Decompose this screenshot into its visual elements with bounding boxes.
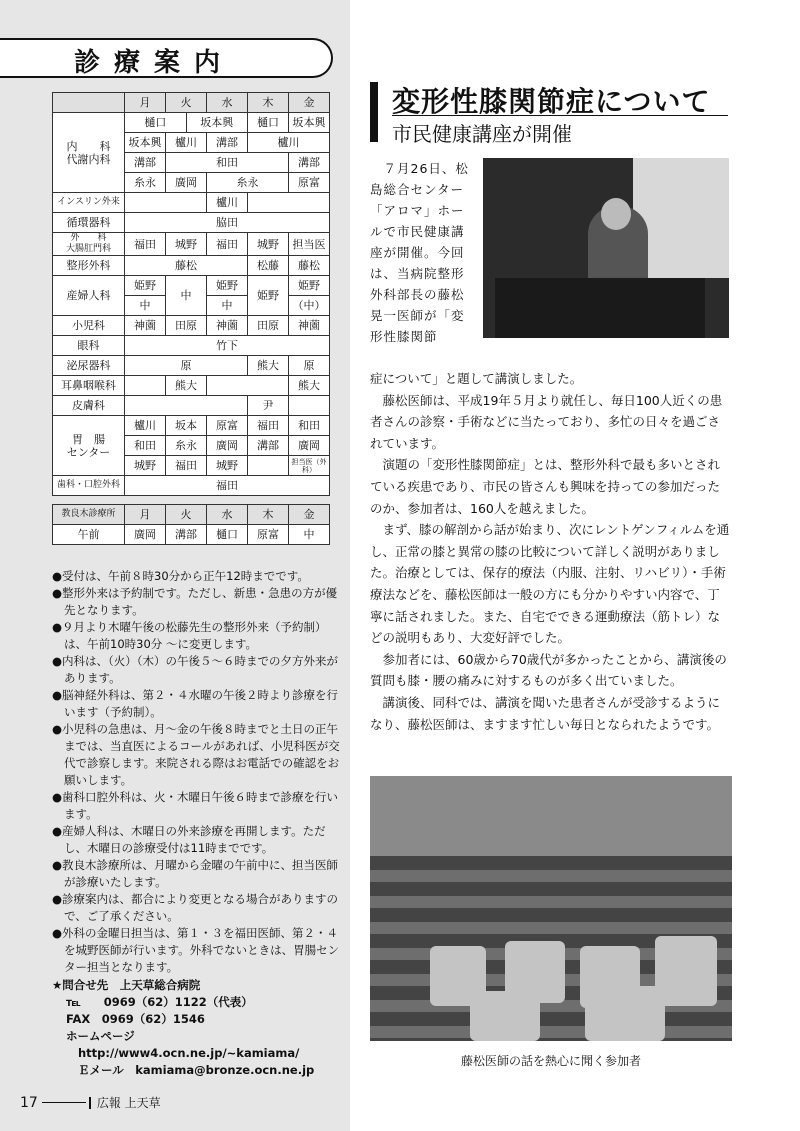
note-item: ●整形外来は予約制です。ただし、新患・急患の方が優先となります。: [52, 586, 338, 617]
photo-podium: [495, 278, 705, 338]
day-header: 水: [207, 93, 248, 113]
note-item: ●脳神経外科は、第２・４水曜の午後２時より診療を行います（予約制）。: [52, 688, 339, 719]
note-item: ●内科は、（火）（木）の午後５～６時までの夕方外来があります。: [52, 654, 339, 685]
table-cell: 姫野: [207, 276, 248, 296]
notes-list: [52, 568, 342, 1079]
table-cell: （中）: [289, 296, 330, 316]
table-cell: 藤松: [289, 256, 330, 276]
table-row: [53, 316, 330, 336]
table-cell: 原: [289, 356, 330, 376]
kyora-table: [52, 504, 330, 545]
article-paragraph: 藤松医師は、平成19年５月より就任し、毎日100人近くの患者さんの診察・手術などに当たっており、多忙の日々を過ごされています。: [370, 392, 723, 451]
article-paragraph: まず、膝の解剖から話が始まり、次にレントゲンフィルムを通し、正常の膝と異常の膝の比較について詳しく説明がありました。治療としては、保存的療法（内服、注射、リハビリ）・手術療法などを、藤松医師は一般の方にも分かりやすい内容で、丁寧に話されました。また、自宅でできる運動療法（筋トレ）などの説明もあり、大変好評でした。: [370, 522, 730, 646]
table-cell: 城野: [125, 456, 166, 476]
dept-geka: 外 科 大腸肛門科: [53, 233, 125, 256]
article-paragraph: 演題の「変形性膝関節症」とは、整形外科で最も多いとされている疾患であり、市民の皆さんも興味を持っての参加だったのか、参加者は、160人を越えました。: [370, 457, 721, 516]
article-paragraph: 講演後、同科では、講演を聞いた患者さんが受診するようになり、藤松医師は、ますます忙しい毎日となられたようです。: [370, 694, 721, 732]
table-cell: 溝部: [248, 436, 289, 456]
table-cell: [248, 456, 289, 476]
table-cell: 神薗: [289, 316, 330, 336]
table-cell: 熊大: [289, 376, 330, 396]
table-row: [53, 256, 330, 276]
note-item: ●教良木診療所は、月曜から金曜の午前中に、担当医師が診療いたします。: [52, 858, 339, 889]
table-cell: 坂本興: [186, 113, 248, 133]
photo-seat: [470, 991, 540, 1041]
table-cell: 担当医: [289, 233, 330, 256]
note-item: ●産婦人科は、木曜日の外来診療を再開します。ただし、木曜日の診療受付は11時までです。: [52, 824, 326, 855]
table-cell: 姫野: [289, 276, 330, 296]
dept-junkan: 循環器科: [53, 213, 125, 233]
table-cell: 熊大: [166, 376, 207, 396]
table-cell: 担当医（外科）: [289, 456, 330, 476]
dept-hinyo: 泌尿器科: [53, 356, 125, 376]
table-row: [53, 416, 330, 436]
table-cell: 樋口: [248, 113, 289, 133]
photo-seat: [585, 986, 665, 1041]
footer-rule: [42, 1102, 86, 1103]
table-cell: 原: [125, 356, 248, 376]
table-cell: 廣岡: [125, 525, 166, 545]
table-cell: 原富: [289, 173, 330, 193]
table-row: [53, 356, 330, 376]
dept-sanfu: 産婦人科: [53, 276, 125, 316]
table-cell: 溝部: [289, 153, 330, 173]
dept-seikei: 整形外科: [53, 256, 125, 276]
table-cell: 糸永: [125, 173, 166, 193]
table-cell: 午前: [53, 525, 125, 545]
article-title: 変形性膝関節症について: [392, 85, 711, 118]
section-header: [0, 38, 333, 78]
schedule-table: [52, 92, 330, 496]
day-header: 月: [125, 505, 166, 525]
day-header: 金: [289, 505, 330, 525]
dept-ganka: 眼科: [53, 336, 125, 356]
schedule: [52, 92, 330, 545]
note-item: ●外科の金曜日担当は、第１・３を福田医師、第２・４を城野医師が行います。外科でないときは、胃腸センター担当となります。: [52, 926, 340, 974]
table-cell: 溝部: [125, 153, 166, 173]
table-cell: 中: [125, 296, 166, 316]
table-cell: 糸永: [207, 173, 289, 193]
table-cell: 福田: [166, 456, 207, 476]
dept-naika: 内 科 代謝内科: [53, 113, 125, 193]
table-cell: 福田: [125, 476, 330, 496]
table-cell: 姫野: [125, 276, 166, 296]
title-rule: [392, 115, 728, 116]
photo-caption: 藤松医師の話を熱心に聞く参加者: [460, 1054, 641, 1068]
table-cell: 城野: [248, 233, 289, 256]
table-cell: 樋口: [125, 113, 187, 133]
table-cell: 城野: [166, 233, 207, 256]
table-cell: 中: [207, 296, 248, 316]
article-paragraph: 参加者には、60歳から70歳代が多かったことから、講演後の質問も膝・腰の痛みに対するものが多く出ていました。: [370, 651, 727, 689]
table-row: [53, 336, 330, 356]
table-row: [53, 213, 330, 233]
table-row: [53, 93, 330, 113]
contact-email[interactable]: Ｅメール kamiama@bronze.ocn.ne.jp: [78, 1063, 315, 1077]
contact-label: ★問合せ先 上天草総合病院: [52, 978, 201, 992]
day-header: 水: [207, 505, 248, 525]
article-body: [370, 368, 732, 735]
table-cell: 脇田: [125, 213, 330, 233]
table-cell: 和田: [166, 153, 289, 173]
footer-tick: [89, 1097, 91, 1109]
table-row: [53, 396, 330, 416]
table-cell: 中: [166, 276, 207, 316]
dept-shika: 歯科・口腔外科: [53, 476, 125, 496]
note-item: ●受付は、午前８時30分から正午12時までです。: [52, 569, 309, 583]
contact-fax: FAX 0969（62）1546: [66, 1012, 205, 1026]
dept-insulin: インスリン外来: [53, 193, 125, 213]
table-cell: 和田: [289, 416, 330, 436]
dept-ichou: 胃 腸 センター: [53, 416, 125, 476]
table-cell: 櫨川: [125, 416, 166, 436]
table-cell: 糸永: [166, 436, 207, 456]
table-cell: 樋口: [207, 525, 248, 545]
day-header: 金: [289, 93, 330, 113]
table-row: [53, 233, 330, 256]
table-cell: 尹: [248, 396, 289, 416]
table-cell: 坂本: [166, 416, 207, 436]
table-cell: 櫨川: [166, 133, 207, 153]
table-cell: 櫨川: [248, 133, 330, 153]
table-cell: 松藤: [248, 256, 289, 276]
note-item: ●診療案内は、都合により変更となる場合がありますので、ご了承ください。: [52, 892, 339, 923]
table-cell: 溝部: [207, 133, 248, 153]
lead-continued: 症について」と題して講演しました。: [370, 371, 583, 386]
day-header: 木: [248, 505, 289, 525]
table-row: [53, 376, 330, 396]
table-row: [53, 505, 330, 525]
table-cell: 廣岡: [289, 436, 330, 456]
table-cell: 廣岡: [166, 173, 207, 193]
article-lead: ７月26日、松島総合センター「アロマ」ホールで市民健康講座が開催。今回は、当病院整形外科部長の藤松晃一医師が「変形性膝関節: [370, 161, 469, 344]
table-cell: 福田: [207, 233, 248, 256]
table-cell: 神薗: [125, 316, 166, 336]
table-row: [53, 193, 330, 213]
table-cell: 福田: [125, 233, 166, 256]
photo-wall: [370, 776, 732, 856]
dept-jibi: 耳鼻咽喉科: [53, 376, 125, 396]
table-cell: 城野: [207, 456, 248, 476]
contact-tel: ℡ 0969（62）1122（代表）: [66, 995, 253, 1009]
section-title: 診療案内: [74, 48, 235, 78]
lecture-photo: [483, 158, 729, 338]
page-footer: [20, 1094, 161, 1111]
table-cell: 姫野: [248, 276, 289, 316]
table-cell: 藤松: [125, 256, 248, 276]
table-cell: 溝部: [166, 525, 207, 545]
table-cell: 和田: [125, 436, 166, 456]
note-item: ●歯科口腔外科は、火・木曜日午後６時まで診療を行います。: [52, 790, 339, 821]
table-row: [53, 113, 330, 133]
table-cell: 中: [289, 525, 330, 545]
contact-hp-url[interactable]: http://www4.ocn.ne.jp/~kamiama/: [78, 1046, 300, 1060]
title-bar: [370, 82, 378, 142]
kyora-label: 教良木診療所: [53, 505, 125, 525]
table-row: [53, 476, 330, 496]
table-cell: 神薗: [207, 316, 248, 336]
note-item: ●小児科の急患は、月～金の午後８時までと土日の正午までは、当直医によるコールがあれば、小児科医が交代で診察します。来院される際はお電話での確認をお願いします。: [52, 722, 340, 787]
day-header: 木: [248, 93, 289, 113]
publication-name: 広報 上天草: [96, 1096, 161, 1110]
table-cell: 坂本興: [125, 133, 166, 153]
table-cell: 原富: [207, 416, 248, 436]
table-cell: 田原: [248, 316, 289, 336]
dept-shoni: 小児科: [53, 316, 125, 336]
table-row: [53, 276, 330, 296]
note-item: ●９月より木曜午後の松藤先生の整形外来（予約制）は、午前10時30分 ～に変更します。: [52, 620, 327, 651]
audience-photo: [370, 776, 732, 1041]
day-header: 火: [166, 93, 207, 113]
table-cell: 櫨川: [207, 193, 248, 213]
contact-block: [52, 977, 342, 1079]
table-cell: 廣岡: [207, 436, 248, 456]
page-number: 17: [20, 1094, 38, 1111]
article-subtitle: 市民健康講座が開催: [392, 122, 572, 146]
day-header: 火: [166, 505, 207, 525]
table-row: [53, 525, 330, 545]
contact-hp-label: ホームページ: [66, 1029, 135, 1043]
table-cell: 福田: [248, 416, 289, 436]
table-cell: 田原: [166, 316, 207, 336]
table-cell: 坂本興: [289, 113, 330, 133]
photo-speaker-head: [601, 198, 631, 230]
table-cell: 熊大: [248, 356, 289, 376]
day-header: 月: [125, 93, 166, 113]
dept-hifu: 皮膚科: [53, 396, 125, 416]
table-cell: 原富: [248, 525, 289, 545]
table-cell: 竹下: [125, 336, 330, 356]
